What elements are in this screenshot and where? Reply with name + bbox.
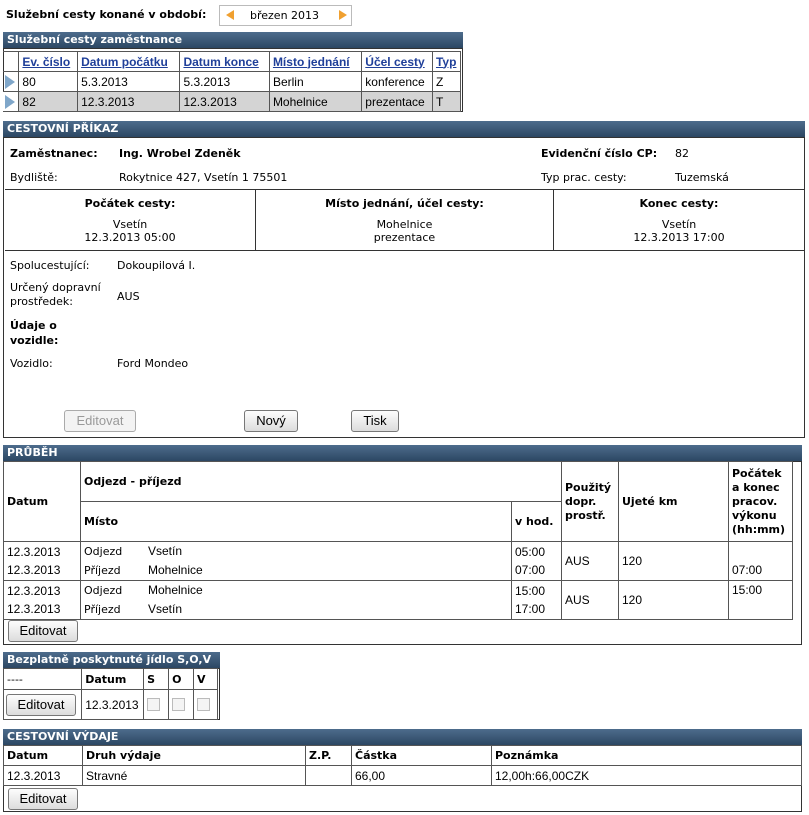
fellow-label: Spolucestující: <box>10 259 90 272</box>
transport-label-1: Určený dopravní <box>10 281 101 294</box>
order-panel <box>3 137 805 438</box>
meals-header-o: O <box>169 669 194 690</box>
edit-order-button[interactable]: Editovat <box>64 410 136 432</box>
end-place: Vsetín <box>661 218 697 231</box>
evid-label: Evidenční číslo CP: <box>541 147 658 160</box>
header-work: Počátek a konec pracov. výkonu (hh:mm) <box>729 462 793 542</box>
meals-header-date: Datum <box>82 669 144 690</box>
order-title: CESTOVNÍ PŘÍKAZ <box>3 121 805 137</box>
vehicle-value: Ford Mondeo <box>117 357 189 370</box>
prev-period-icon[interactable] <box>226 10 234 20</box>
mid-heading: Místo jednání, účel cesty: <box>325 197 484 210</box>
header-place: Místo <box>81 502 512 542</box>
row-select-icon[interactable] <box>5 75 15 89</box>
trips-title: Služební cesty zaměstnance <box>3 32 463 48</box>
start-place: Vsetín <box>112 218 148 231</box>
header-route: Odjezd - příjezd <box>81 462 562 502</box>
start-time: 12.3.2013 05:00 <box>84 231 176 244</box>
dinner-checkbox[interactable] <box>197 698 210 711</box>
employee-label: Zaměstnanec: <box>10 147 98 160</box>
meals-title: Bezplatně poskytnuté jídlo S,O,V <box>3 652 220 668</box>
expenses-header-date: Datum <box>4 746 83 766</box>
expenses-header-kind: Druh výdaje <box>83 746 306 766</box>
table-row-selected[interactable]: 82 12.3.2013 12.3.2013 Mohelnice prezentace T <box>3 92 461 112</box>
table-row[interactable]: 80 5.3.2013 5.3.2013 Berlin konference Z <box>3 72 461 92</box>
print-order-button[interactable]: Tisk <box>351 410 399 432</box>
period-selector[interactable] <box>219 5 352 26</box>
progress-table <box>3 461 793 620</box>
vehicle-label: Vozidlo: <box>10 357 53 370</box>
col-evnum[interactable]: Ev. číslo <box>19 52 78 72</box>
table-row: 12.3.2013 Stravné 66,00 12,00h:66,00CZK <box>4 766 802 786</box>
meals-header-v: V <box>194 669 218 690</box>
edit-meals-button[interactable]: Editovat <box>6 694 76 716</box>
header-hour: v hod. <box>512 502 562 542</box>
lunch-checkbox[interactable] <box>172 698 185 711</box>
expenses-table <box>3 745 802 786</box>
edit-expenses-button[interactable]: Editovat <box>8 788 78 810</box>
trips-panel <box>3 48 463 112</box>
vehicle-heading-2: vozidle: <box>10 334 59 347</box>
start-heading: Počátek cesty: <box>84 197 176 210</box>
evid-value: 82 <box>675 147 689 160</box>
header-date: Datum <box>4 462 81 542</box>
transport-label-2: prostředek: <box>10 295 73 308</box>
address-label: Bydliště: <box>10 171 58 184</box>
period-value: březen 2013 <box>250 9 320 22</box>
edit-progress-button[interactable]: Editovat <box>8 620 78 642</box>
expenses-title: CESTOVNÍ VÝDAJE <box>3 729 802 745</box>
end-heading: Konec cesty: <box>639 197 719 210</box>
progress-panel <box>3 461 802 645</box>
table-row: 12.3.2013 <box>4 690 218 720</box>
trips-table <box>3 51 461 112</box>
col-end[interactable]: Datum konce <box>180 52 269 72</box>
header-transport: Použitý dopr. prostř. <box>562 462 619 542</box>
period-label: Služební cesty konané v období: <box>6 8 207 21</box>
trip-summary <box>5 189 804 251</box>
end-time: 12.3.2013 17:00 <box>633 231 725 244</box>
triptype-label: Typ prac. cesty: <box>541 171 627 184</box>
next-period-icon[interactable] <box>339 10 347 20</box>
transport-value: AUS <box>117 290 140 303</box>
address-value: Rokytnice 427, Vsetín 1 75501 <box>119 171 288 184</box>
mid-purpose: prezentace <box>373 231 436 244</box>
col-purpose[interactable]: Účel cesty <box>362 52 433 72</box>
meals-header-s: S <box>144 669 169 690</box>
vehicle-heading-1: Údaje o <box>10 319 57 332</box>
col-place[interactable]: Místo jednání <box>269 52 361 72</box>
col-start[interactable]: Datum počátku <box>78 52 180 72</box>
table-row: 12.3.2013 12.3.2013 Odjezd Mohelnice Příjezd Vsetín 15:00 17:00 AUS 120 15:00 <box>4 581 793 620</box>
row-select-icon[interactable] <box>5 95 15 109</box>
expenses-header-amount: Částka <box>352 746 492 766</box>
mid-place: Mohelnice <box>376 218 433 231</box>
header-km: Ujeté km <box>619 462 729 542</box>
employee-value: Ing. Wrobel Zdeněk <box>119 147 241 160</box>
expenses-header-zp: Z.P. <box>306 746 352 766</box>
progress-title: PRŮBĚH <box>3 445 802 461</box>
fellow-value: Dokoupilová I. <box>117 259 196 272</box>
triptype-value: Tuzemská <box>675 171 729 184</box>
breakfast-checkbox[interactable] <box>147 698 160 711</box>
expenses-header-note: Poznámka <box>492 746 802 766</box>
table-row: 12.3.2013 12.3.2013 Odjezd Vsetín Příjezd Mohelnice 05:00 07:00 AUS 120 07:00 <box>4 542 793 581</box>
expenses-panel <box>3 745 802 812</box>
meals-header-blank: ---- <box>4 669 82 690</box>
col-type[interactable]: Typ <box>432 52 460 72</box>
new-order-button[interactable]: Nový <box>244 410 298 432</box>
